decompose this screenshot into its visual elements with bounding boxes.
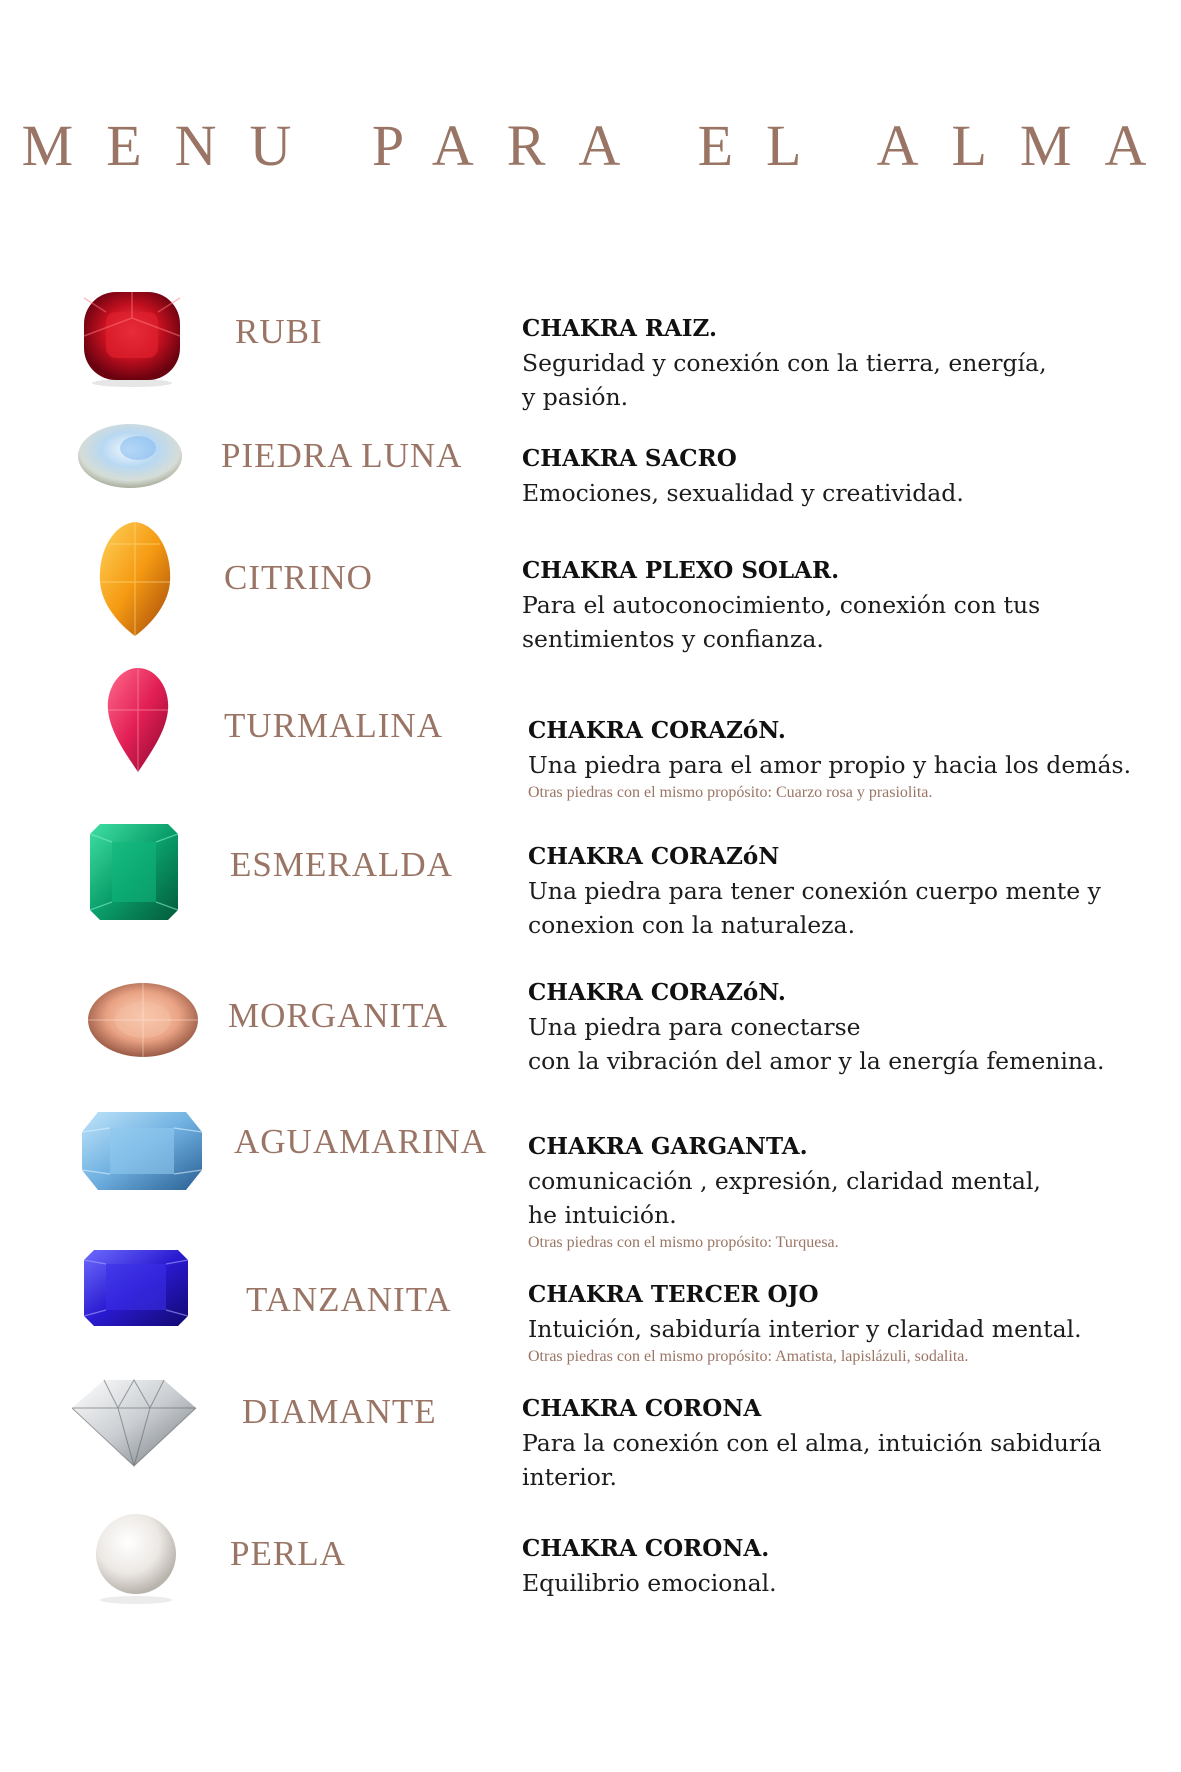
chakra-heading: CHAKRA PLEXO SOLAR. [522,557,840,584]
moonstone-gem-icon [76,420,184,490]
stone-description [528,1130,1168,1254]
other-stones-note: Otras piedras con el mismo propósito: Turquesa. [528,1234,839,1251]
description-line: Intuición, sabiduría interior y claridad mental. [528,1315,1082,1343]
chakra-heading: CHAKRA CORONA. [522,1535,770,1562]
stone-description [522,442,1162,510]
description-line: con la vibración del amor y la energía femenina. [528,1047,1105,1075]
stone-name: CITRINO [224,558,373,597]
pearl-gem-icon [88,1510,184,1606]
description-line: he intuición. [528,1201,677,1229]
stone-description [528,714,1168,804]
page-title: MENU PARA EL ALMA [21,113,1180,178]
stone-description [522,554,1162,656]
other-stones-note: Otras piedras con el mismo propósito: Amatista, lapislázuli, sodalita. [528,1348,969,1365]
stone-name: RUBI [235,312,323,351]
citrine-gem-icon [96,520,174,638]
stone-description [522,1392,1162,1494]
chakra-heading: CHAKRA SACRO [522,445,737,472]
chakra-heading: CHAKRA CORONA [522,1395,762,1422]
morganite-gem-icon [86,980,200,1060]
stone-description [528,840,1168,942]
tanzanite-gem-icon [82,1248,190,1328]
chakra-heading: CHAKRA CORAZóN. [528,979,786,1006]
emerald-gem-icon [88,822,180,922]
stone-name: TANZANITA [246,1280,452,1319]
stone-name: AGUAMARINA [234,1122,488,1161]
chakra-heading: CHAKRA CORAZóN. [528,717,786,744]
description-line: comunicación , expresión, claridad mental, [528,1167,1041,1195]
chakra-heading: CHAKRA RAIZ. [522,315,717,342]
description-line: Seguridad y conexión con la tierra, energía, [522,349,1047,377]
description-line: Equilibrio emocional. [522,1569,777,1597]
stone-description [528,1278,1168,1368]
chakra-heading: CHAKRA CORAZóN [528,843,780,870]
stone-name: ESMERALDA [230,845,453,884]
stone-description [522,312,1162,414]
description-line: sentimientos y confianza. [522,625,824,653]
chakra-heading: CHAKRA GARGANTA. [528,1133,808,1160]
stone-description [522,1532,1162,1600]
description-line: Para el autoconocimiento, conexión con tus [522,591,1041,619]
stone-name: MORGANITA [228,996,449,1035]
chakra-heading: CHAKRA TERCER OJO [528,1281,819,1308]
ruby-gem-icon [80,288,184,388]
description-line: interior. [522,1463,618,1491]
description-line: y pasión. [522,383,629,411]
stone-name: TURMALINA [224,706,443,745]
description-line: Una piedra para conectarse [528,1013,861,1041]
stone-name: DIAMANTE [242,1392,437,1431]
diamond-gem-icon [70,1378,198,1468]
tourmaline-gem-icon [104,666,172,774]
aquamarine-gem-icon [80,1110,204,1192]
description-line: Emociones, sexualidad y creatividad. [522,479,964,507]
description-line: Una piedra para el amor propio y hacia los demás. [528,751,1132,779]
description-line: conexion con la naturaleza. [528,911,856,939]
stone-name: PIEDRA LUNA [221,436,463,475]
stone-description [528,976,1168,1078]
description-line: Una piedra para tener conexión cuerpo mente y [528,877,1101,905]
stone-name: PERLA [230,1534,346,1573]
other-stones-note: Otras piedras con el mismo propósito: Cuarzo rosa y prasiolita. [528,784,933,801]
description-line: Para la conexión con el alma, intuición sabiduría [522,1429,1102,1457]
